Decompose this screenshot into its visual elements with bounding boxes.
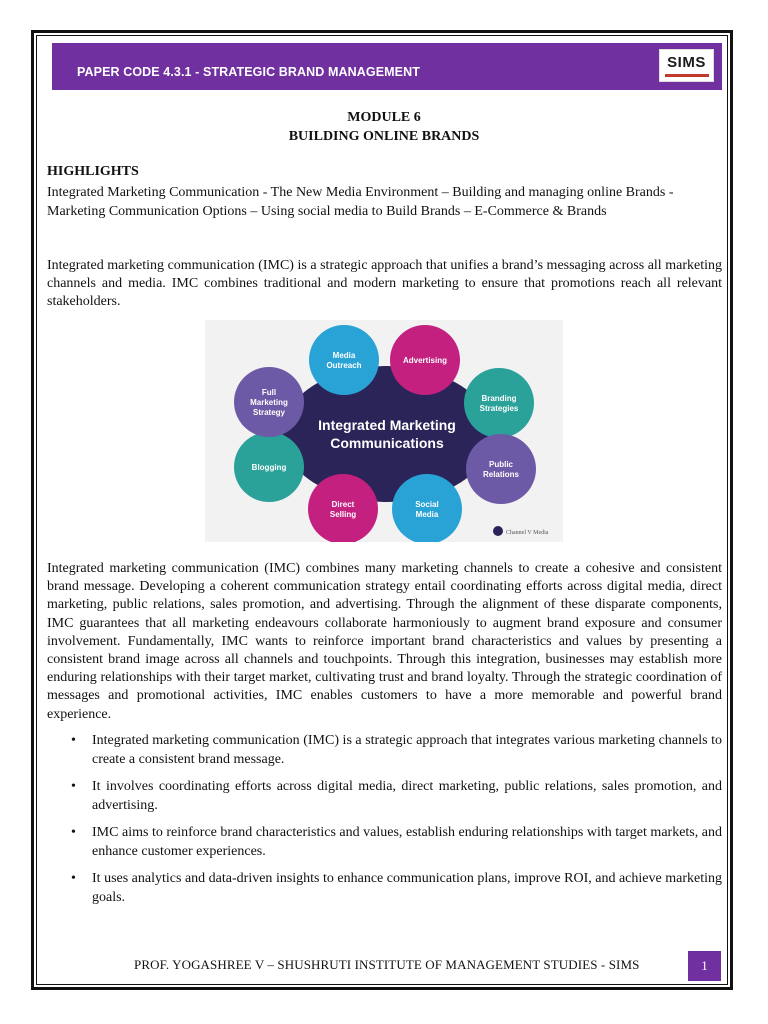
diagram-node: [308, 474, 378, 542]
diagram-node-label: Advertising: [402, 356, 448, 365]
diagram-node: [390, 325, 460, 395]
diagram-node-label: Full: [261, 388, 277, 397]
paper-code-label: PAPER CODE 4.3.1 - STRATEGIC BRAND MANAGEMENT: [77, 65, 420, 79]
bullet-icon: •: [71, 733, 76, 748]
diagram-center-shape: [282, 366, 492, 502]
bullet-text: Integrated marketing communication (IMC) is a strategic approach that integrates various marketing channels to create a consistent brand message.: [92, 733, 722, 767]
diagram-node-label: Marketing: [250, 398, 288, 407]
bullet-list: [47, 732, 722, 916]
bullet-icon: •: [71, 825, 76, 840]
imc-diagram: [205, 320, 563, 542]
list-item: [47, 778, 722, 815]
diagram-node: [392, 474, 462, 542]
diagram-node-label: Public: [488, 460, 514, 469]
diagram-node-circle: [309, 325, 379, 395]
list-item: [47, 870, 722, 907]
diagram-node: [234, 367, 304, 437]
module-title: [0, 108, 768, 146]
module-subtitle: BUILDING ONLINE BRANDS: [288, 129, 480, 144]
bullet-text: IMC aims to reinforce brand characteristics and values, establish enduring relationships with target markets, and enhance customer experiences.: [92, 825, 722, 859]
diagram-center-line2: Communications: [330, 435, 444, 451]
diagram-node-label: Selling: [329, 510, 357, 519]
sims-logo: [659, 49, 714, 82]
diagram-node-label: Media: [415, 510, 439, 519]
imc-diagram-svg: [205, 320, 563, 542]
bullet-icon: •: [71, 779, 76, 794]
diagram-node-circle: [466, 434, 536, 504]
module-number: MODULE 6: [347, 110, 421, 125]
diagram-watermark: Channel V Media: [506, 530, 549, 536]
bullet-text: It involves coordinating efforts across digital media, direct marketing, public relations, sales promotion, and advertising.: [92, 779, 722, 813]
diagram-node: [466, 434, 536, 504]
bullet-text: It uses analytics and data-driven insights to enhance communication plans, improve ROI, and achieve marketing goals.: [92, 871, 722, 905]
diagram-node-circle: [464, 368, 534, 438]
header-banner: [52, 43, 722, 90]
page-number: 1: [688, 951, 721, 981]
list-item: [47, 824, 722, 861]
footer-author: PROF. YOGASHREE V – SHUSHRUTI INSTITUTE OF MANAGEMENT STUDIES - SIMS: [134, 957, 640, 972]
diagram-node-label: Media: [332, 351, 356, 360]
diagram-center-line1: Integrated Marketing: [318, 417, 456, 433]
diagram-node: [464, 368, 534, 438]
imc-paragraph: Integrated marketing communication (IMC) combines many marketing channels to create a cohesive and consistent brand message. Developing a coherent communication strategy entail coordinating efforts across digital media, direct marketing, public relations, sales promotion, and advertising. Through the alignment of these disparate components, IMC guarantees that all marketing endeavours collaborate harmoniously to augment brand exposure and consumer involvement. Fundamentally, IMC wants to reinforce important brand characteristics and values by presenting a consistent brand image across all channels and touchpoints. Through this integration, businesses may establish more enduring relationships with their target market, cultivating trust and brand loyalty. Through the strategic coordination of messages and promotional activities, IMC enables customers to have a more memorable and powerful brand experience.: [47, 561, 722, 722]
diagram-node: [309, 325, 379, 395]
diagram-node-label: Strategies: [479, 404, 519, 413]
diagram-node-label: Branding: [481, 394, 517, 403]
diagram-node-label: Relations: [482, 470, 520, 479]
logo-underline: [665, 74, 709, 77]
bullet-icon: •: [71, 871, 76, 886]
diagram-node-label: Strategy: [252, 408, 286, 417]
diagram-node-label: Blogging: [251, 463, 287, 472]
channel-v-logo-icon: [493, 526, 503, 536]
logo-text: SIMS: [667, 54, 706, 71]
highlights-body: Integrated Marketing Communication - The New Media Environment – Building and managing online Brands - Marketing Communication Options – Using social media to Build Brands – E-Commerce & Brands: [47, 185, 674, 219]
diagram-node: [234, 432, 304, 502]
diagram-node-label: Outreach: [326, 361, 362, 370]
highlights-heading: HIGHLIGHTS: [47, 164, 139, 179]
diagram-node-label: Social: [415, 500, 439, 509]
diagram-node-label: Direct: [331, 500, 355, 509]
intro-paragraph: Integrated marketing communication (IMC) is a strategic approach that unifies a brand’s messaging across all marketing channels and media. IMC combines traditional and modern marketing to ensure that promotions reach all relevant stakeholders.: [47, 258, 722, 310]
list-item: [47, 732, 722, 769]
